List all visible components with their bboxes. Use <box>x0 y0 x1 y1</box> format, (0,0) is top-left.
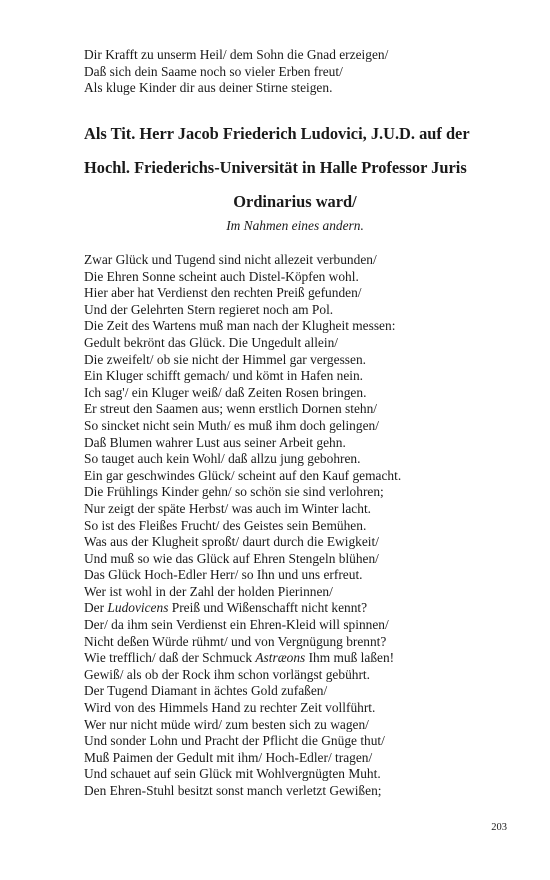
poem-body <box>84 252 524 800</box>
verse-line: Und schauet auf sein Glück mit Wohlvergnügten Muht. <box>84 766 381 782</box>
verse-line: Als kluge Kinder dir aus deiner Stirne steigen. <box>84 80 333 96</box>
verse-line: So ist des Fleißes Frucht/ des Geistes sein Bemühen. <box>84 517 367 533</box>
preceding-poem-ending <box>84 47 524 97</box>
verse-line: Daß Blumen wahrer Lust aus seiner Arbeit gehn. <box>84 434 346 450</box>
verse-text: Wie trefflich/ daß der Schmuck <box>84 650 256 666</box>
poem-title-line-3: Ordinarius ward/ <box>233 192 357 211</box>
verse-line <box>84 650 524 667</box>
page-number: 203 <box>491 822 507 833</box>
verse-line: Wer ist wohl in der Zahl der holden Pierinnen/ <box>84 583 333 599</box>
verse-text: Ihm muß laßen! <box>305 650 395 666</box>
verse-line: So tauget auch kein Wohl/ daß allzu jung gebohren. <box>84 451 361 467</box>
verse-line: Und sonder Lohn und Pracht der Pflicht die Gnüge thut/ <box>84 733 385 749</box>
verse-line: Daß sich dein Saame noch so vieler Erben freut/ <box>84 63 343 79</box>
verse-text: Preiß und Wißenschafft nicht kennt? <box>168 600 368 616</box>
verse-line: Was aus der Klugheit sproßt/ daurt durch die Ewigkeit/ <box>84 534 379 550</box>
verse-line: Und muß so wie das Glück auf Ehren Stengeln blühen/ <box>84 550 379 566</box>
verse-line: Dir Krafft zu unserm Heil/ dem Sohn die Gnad erzeigen/ <box>84 47 389 62</box>
verse-line: Gewiß/ als ob der Rock ihm schon vorlängst gebührt. <box>84 666 370 682</box>
poem-subtitle: Im Nahmen eines andern. <box>226 218 364 233</box>
verse-line: Und der Gelehrten Stern regieret noch am Pol. <box>84 301 334 317</box>
verse-line: Ein Kluger schifft gemach/ und kömt in Hafen nein. <box>84 368 364 384</box>
poem-title-line-2: Hochl. Friederichs-Universität in Halle Professor Juris <box>84 158 467 177</box>
verse-line: Die zweifelt/ ob sie nicht der Himmel gar vergessen. <box>84 351 366 367</box>
italic-name: Ludovicens <box>107 600 169 616</box>
verse-line: Hier aber hat Verdienst den rechten Preiß gefunden/ <box>84 285 362 301</box>
verse-line: Zwar Glück und Tugend sind nicht allezeit verbunden/ <box>84 252 377 267</box>
verse-line: Die Zeit des Wartens muß man nach der Klugheit messen: <box>84 318 396 334</box>
verse-line: So sincket nicht sein Muth/ es muß ihm doch gelingen/ <box>84 417 379 433</box>
verse-line: Er streut den Saamen aus; wenn erstlich Dornen stehn/ <box>84 401 378 417</box>
verse-line: Die Ehren Sonne scheint auch Distel-Köpfen wohl. <box>84 268 359 284</box>
italic-name: Astræons <box>255 650 306 666</box>
verse-line: Die Frühlings Kinder gehn/ so schön sie sind verlohren; <box>84 484 384 500</box>
verse-line: Der/ da ihm sein Verdienst ein Ehren-Kleid will spinnen/ <box>84 617 389 633</box>
verse-line: Muß Paimen der Gedult mit ihm/ Hoch-Edler/ tragen/ <box>84 749 373 765</box>
verse-line: Ich sag'/ ein Kluger weiß/ daß Zeiten Rosen bringen. <box>84 384 367 400</box>
verse-line: Wer nur nicht müde wird/ zum besten sich zu wagen/ <box>84 716 369 732</box>
verse-line: Gedult bekrönt das Glück. Die Ungedult allein/ <box>84 334 338 350</box>
verse-line: Den Ehren-Stuhl besitzt sonst manch verletzt Gewißen; <box>84 783 382 798</box>
verse-line: Das Glück Hoch-Edler Herr/ so Ihn und uns erfreut. <box>84 567 363 583</box>
verse-text: Der <box>84 600 108 616</box>
verse-line: Der Tugend Diamant in ächtes Gold zufaßen/ <box>84 683 328 699</box>
verse-line: Wird von des Himmels Hand zu rechter Zeit vollführt. <box>84 700 376 716</box>
verse-line: Nur zeigt der späte Herbst/ was auch im Winter lacht. <box>84 500 372 516</box>
verse-line: Ein gar geschwindes Glück/ scheint auf den Kauf gemacht. <box>84 467 402 483</box>
poem-title-line-1: Als Tit. Herr Jacob Friederich Ludovici, J.U.D. auf der <box>84 124 470 143</box>
verse-line <box>84 600 524 617</box>
verse-line: Nicht deßen Würde rühmt/ und von Vergnügung brennt? <box>84 633 387 649</box>
